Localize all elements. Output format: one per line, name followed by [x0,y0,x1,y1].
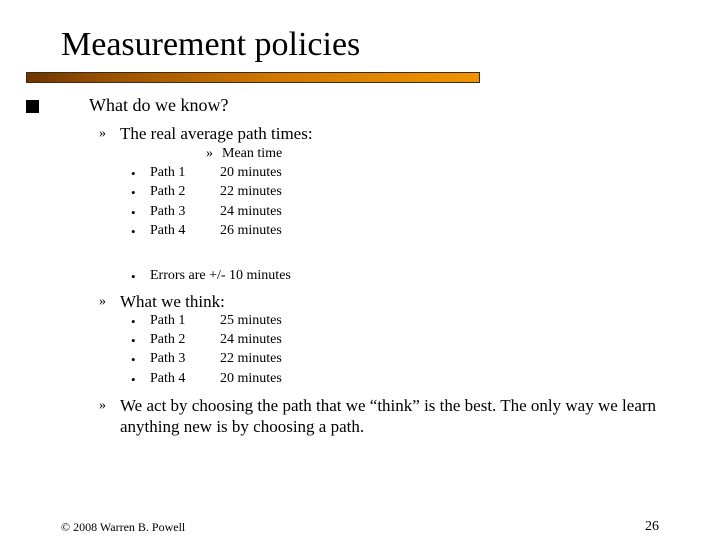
real-row-path: Path 1 [150,165,186,180]
think-row-path: Path 3 [150,351,186,366]
title-underline-bar [26,72,480,83]
think-row-time: 25 minutes [220,313,282,328]
slide-title: Measurement policies [61,26,361,63]
bullet: • [131,333,136,348]
think-row-time: 22 minutes [220,351,282,366]
real-row-path: Path 3 [150,204,186,219]
bullet: • [131,352,136,367]
raquo-marker: » [99,398,106,413]
conclusion-text: We act by choosing the path that we “think” is the best. The only way we learn anything new is by choosing a path. [120,396,657,436]
page-number: 26 [645,519,659,534]
real-row-time: 26 minutes [220,223,282,238]
bullet: • [131,224,136,239]
square-bullet-icon [26,100,39,113]
real-times-heading: The real average path times: [120,124,313,143]
raquo-marker: » [99,126,106,141]
think-row-time: 20 minutes [220,371,282,386]
we-think-heading: What we think: [120,292,225,311]
bullet: • [131,205,136,220]
think-row-path: Path 1 [150,313,186,328]
think-row-path: Path 4 [150,371,186,386]
bullet: • [131,185,136,200]
think-row-time: 24 minutes [220,332,282,347]
bullet: • [131,269,136,284]
real-row-time: 24 minutes [220,204,282,219]
level1-text: What do we know? [89,95,229,115]
real-row-path: Path 4 [150,223,186,238]
bullet: • [131,166,136,181]
real-row-path: Path 2 [150,184,186,199]
think-row-path: Path 2 [150,332,186,347]
error-note: Errors are +/- 10 minutes [150,268,291,283]
raquo-marker: » [99,294,106,309]
real-row-time: 20 minutes [220,165,282,180]
real-row-time: 22 minutes [220,184,282,199]
copyright-footer: © 2008 Warren B. Powell [61,520,186,534]
bullet: • [131,314,136,329]
column-marker: » [206,146,213,161]
column-header: Mean time [222,146,283,161]
bullet: • [131,372,136,387]
